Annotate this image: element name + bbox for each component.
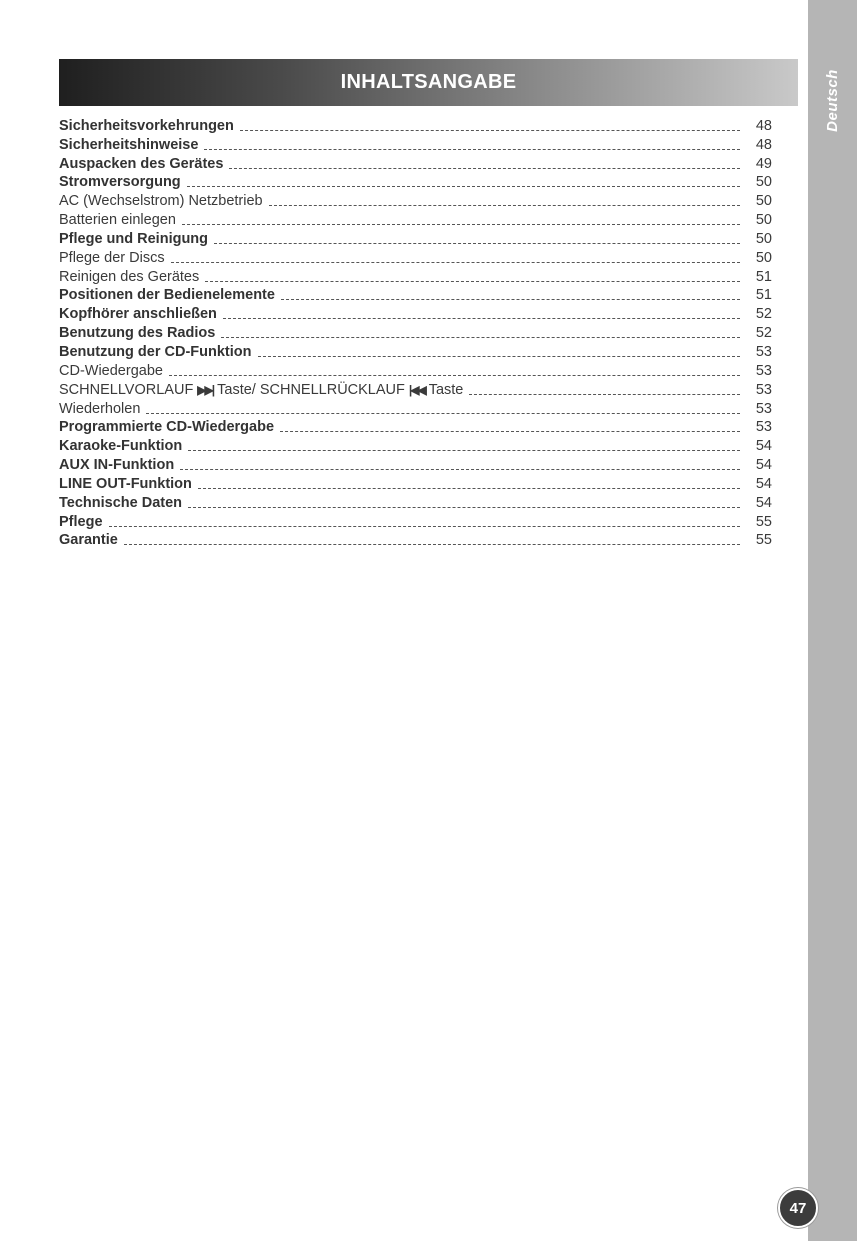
dot-leader — [214, 243, 740, 244]
toc-entry-page: 48 — [755, 136, 772, 153]
toc-entry-label: Sicherheitshinweise — [59, 136, 199, 153]
dot-leader — [124, 544, 740, 545]
toc-entry-page: 50 — [755, 249, 772, 266]
toc-entry[interactable] — [59, 267, 772, 286]
page-number: 47 — [789, 1199, 807, 1217]
toc-entry[interactable] — [59, 418, 772, 437]
toc-entry[interactable] — [59, 286, 772, 305]
toc-entry[interactable] — [59, 135, 772, 154]
toc-entry-label: Auspacken des Gerätes — [59, 155, 224, 172]
toc-entry-label: CD-Wiedergabe — [59, 362, 163, 379]
toc-entry[interactable] — [59, 173, 772, 192]
toc-entry-page: 49 — [755, 155, 772, 172]
dot-leader — [204, 149, 740, 150]
page-title: INHALTSANGABE — [340, 71, 517, 93]
toc-entry-page: 48 — [755, 117, 772, 134]
fast-rewind-icon: |◀◀ — [408, 382, 425, 397]
toc-entry-label: AUX IN-Funktion — [59, 457, 175, 474]
toc-entry-label: Pflege und Reinigung — [59, 230, 209, 247]
toc-entry[interactable] — [59, 531, 772, 550]
toc-entry-page: 51 — [755, 268, 772, 285]
toc-entry[interactable] — [59, 116, 772, 135]
dot-leader — [171, 262, 740, 263]
toc-entry-label: Stromversorgung — [59, 174, 181, 191]
dot-leader — [146, 413, 740, 414]
toc-entry-page: 50 — [755, 212, 772, 229]
toc-entry-page: 50 — [755, 174, 772, 191]
toc-entry[interactable] — [59, 304, 772, 323]
page-number-badge — [778, 1188, 818, 1228]
toc-entry[interactable] — [59, 361, 772, 380]
toc-entry-label: Karaoke-Funktion — [59, 438, 183, 455]
toc-entry[interactable] — [59, 493, 772, 512]
toc-entry-label: Garantie — [59, 532, 118, 549]
toc-entry-label: Benutzung des Radios — [59, 325, 216, 342]
toc-entry-page: 53 — [755, 419, 772, 436]
dot-leader — [280, 431, 740, 432]
toc-entry[interactable] — [59, 210, 772, 229]
toc-entry-label: AC (Wechselstrom) Netzbetrieb — [59, 193, 263, 210]
fast-forward-icon: ▶▶| — [197, 382, 214, 397]
toc-entry-page: 55 — [755, 532, 772, 549]
title-bar — [59, 59, 798, 106]
toc-entry[interactable] — [59, 248, 772, 267]
toc-entry-label — [59, 382, 463, 399]
toc-entry[interactable] — [59, 380, 772, 399]
toc-entry-label: Pflege der Discs — [59, 249, 165, 266]
toc-entry[interactable] — [59, 191, 772, 210]
toc-entry-label: Positionen der Bedienelemente — [59, 287, 275, 304]
toc-entry[interactable] — [59, 474, 772, 493]
toc-entry-page: 51 — [755, 287, 772, 304]
toc-entry-label: Sicherheitsvorkehrungen — [59, 117, 234, 134]
toc-entry[interactable] — [59, 455, 772, 474]
toc-entry[interactable] — [59, 229, 772, 248]
dot-leader — [169, 375, 740, 376]
dot-leader — [469, 394, 740, 395]
toc-entry-page: 53 — [755, 343, 772, 360]
toc-entry[interactable] — [59, 154, 772, 173]
toc-entry-label: Batterien einlegen — [59, 212, 176, 229]
toc-entry-page: 53 — [755, 400, 772, 417]
dot-leader — [187, 186, 740, 187]
dot-leader — [223, 318, 740, 319]
dot-leader — [229, 168, 740, 169]
toc-entry-label: Kopfhörer anschließen — [59, 306, 217, 323]
dot-leader — [188, 507, 740, 508]
dot-leader — [221, 337, 740, 338]
dot-leader — [269, 205, 740, 206]
dot-leader — [188, 450, 740, 451]
dot-leader — [205, 281, 740, 282]
language-label: Deutsch — [824, 68, 841, 132]
table-of-contents — [59, 116, 772, 549]
toc-entry-label-part2: Taste/ SCHNELLRÜCKLAUF — [217, 381, 405, 398]
dot-leader — [240, 130, 740, 131]
toc-entry-page: 55 — [755, 513, 772, 530]
toc-entry-page: 52 — [755, 325, 772, 342]
language-sidebar — [808, 0, 857, 1241]
toc-entry-label-part1: SCHNELLVORLAUF — [59, 381, 194, 398]
toc-entry-page: 54 — [755, 475, 772, 492]
language-tab — [808, 60, 857, 140]
toc-entry-page: 53 — [755, 381, 772, 398]
toc-entry-page: 52 — [755, 306, 772, 323]
toc-entry[interactable] — [59, 512, 772, 531]
dot-leader — [281, 299, 740, 300]
toc-entry-page: 50 — [755, 193, 772, 210]
toc-entry-label: Wiederholen — [59, 400, 141, 417]
dot-leader — [182, 224, 740, 225]
dot-leader — [109, 526, 740, 527]
toc-entry-label: Benutzung der CD-Funktion — [59, 343, 252, 360]
toc-entry[interactable] — [59, 436, 772, 455]
toc-entry[interactable] — [59, 342, 772, 361]
toc-entry-label: Programmierte CD-Wiedergabe — [59, 419, 275, 436]
toc-entry[interactable] — [59, 399, 772, 418]
toc-entry-page: 54 — [755, 438, 772, 455]
toc-entry-label: Pflege — [59, 513, 103, 530]
toc-entry-page: 50 — [755, 230, 772, 247]
toc-entry-page: 54 — [755, 494, 772, 511]
toc-entry[interactable] — [59, 323, 772, 342]
dot-leader — [258, 356, 740, 357]
dot-leader — [198, 488, 740, 489]
toc-entry-label: Reinigen des Gerätes — [59, 268, 200, 285]
toc-entry-label: LINE OUT-Funktion — [59, 475, 192, 492]
toc-entry-page: 54 — [755, 457, 772, 474]
toc-entry-label: Technische Daten — [59, 494, 183, 511]
toc-entry-page: 53 — [755, 362, 772, 379]
dot-leader — [180, 469, 740, 470]
toc-entry-label-part3: Taste — [428, 381, 464, 398]
